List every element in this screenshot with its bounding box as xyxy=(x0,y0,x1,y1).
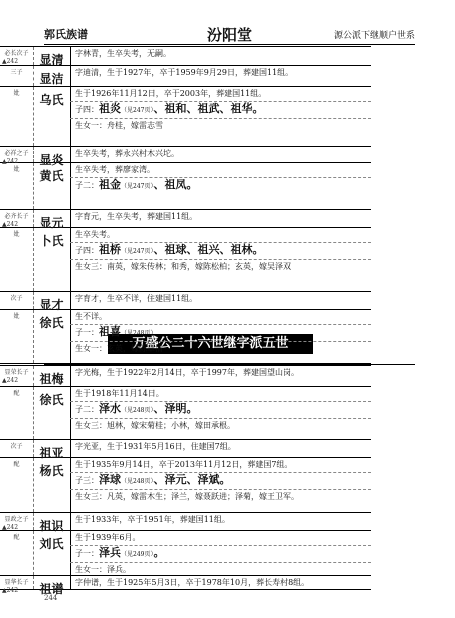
header-center-title: 汾阳堂 xyxy=(206,26,252,44)
detail-line: 字林青，生卒失考，无嗣。 xyxy=(75,49,171,58)
relation-label: 妣 xyxy=(13,313,20,320)
child-name: 祖喜 xyxy=(99,325,121,338)
detail-line: 字光亚，生于1931年5月16日，住建国7组。 xyxy=(75,442,236,451)
relation-label: 显荣长子 xyxy=(4,369,29,376)
page-reference: ▲242 xyxy=(2,221,19,228)
detail-fragment: 子一： xyxy=(75,549,99,558)
relation-label: 配 xyxy=(13,534,20,541)
table-row xyxy=(0,228,371,292)
relation-label: 配 xyxy=(13,461,20,468)
detail-line xyxy=(70,101,371,118)
relation-label: 必齐长子 xyxy=(4,213,29,220)
record-details xyxy=(70,228,371,274)
detail-line: 字育元，生卒失考，葬建国11组。 xyxy=(75,212,198,221)
person-name: 显才 xyxy=(39,298,64,312)
relation-label: 妣 xyxy=(13,90,20,97)
child-name: 泽水 xyxy=(99,402,121,415)
detail-line xyxy=(70,242,371,259)
relation-cell xyxy=(0,366,34,386)
table-row xyxy=(0,292,371,310)
cross-reference: （见247页） xyxy=(121,248,154,255)
record-details xyxy=(70,66,371,80)
record-details xyxy=(70,387,371,433)
relation-cell xyxy=(0,66,34,86)
detail-fragment: 子四： xyxy=(75,105,99,114)
page-reference: ▲242 xyxy=(2,58,19,65)
person-name: 徐氏 xyxy=(39,316,64,330)
table-row xyxy=(0,440,371,458)
page-reference: ▲242 xyxy=(2,377,19,384)
person-name: 祖梅 xyxy=(39,372,64,386)
person-name: 祖亚 xyxy=(39,446,64,460)
person-name: 显元 xyxy=(39,216,64,230)
relation-cell xyxy=(0,87,34,146)
detail-fragment: 子四： xyxy=(75,246,99,255)
person-name: 刘氏 xyxy=(39,537,64,551)
header-right-title: 源公派下继顺户世系 xyxy=(333,31,415,41)
page-reference: ▲242 xyxy=(2,158,19,165)
detail-fragment: 、泽元、泽斌。 xyxy=(153,473,231,486)
child-name: 祖炎 xyxy=(99,102,121,115)
page-reference: ▲242 xyxy=(2,524,19,531)
detail-line: 生不详。 xyxy=(75,312,107,321)
person-name: 黄氏 xyxy=(39,169,64,183)
cross-reference: （见248页） xyxy=(121,330,157,337)
relation-cell xyxy=(0,387,34,439)
relation-label: 显政之子 xyxy=(4,516,29,523)
relation-label: 次子 xyxy=(10,295,23,302)
detail-line: 字仲谱，生于1925年5月3日，卒于1978年10月，葬长寿村8组。 xyxy=(75,578,310,587)
detail-line: 生于1939年6月。 xyxy=(75,533,141,542)
record-details xyxy=(70,292,371,306)
record-details xyxy=(70,531,371,577)
record-details xyxy=(70,87,371,133)
child-name: 泽兵 xyxy=(99,546,121,559)
detail-line xyxy=(70,177,371,194)
page-reference: ▲242 xyxy=(2,587,19,594)
relation-cell xyxy=(0,576,34,594)
table-row xyxy=(0,310,371,364)
record-details xyxy=(70,163,371,194)
cross-reference: （见249页） xyxy=(121,551,154,558)
detail-fragment: 。 xyxy=(153,546,165,559)
record-details xyxy=(70,366,371,380)
detail-line: 生女一：玄英，嫁陈章清 xyxy=(70,341,371,356)
person-name: 显洁 xyxy=(39,72,64,86)
detail-fragment: 、祖和、祖武、祖华。 xyxy=(153,102,264,115)
header-left-title: 郭氏族谱 xyxy=(44,28,88,41)
detail-line: 字光梅，生于1922年2月14日，卒于1997年，葬建国望山岗。 xyxy=(75,368,299,377)
relation-cell xyxy=(0,147,34,165)
person-name: 卜氏 xyxy=(39,234,64,248)
table-row xyxy=(0,163,371,210)
table-row xyxy=(0,46,371,66)
table-row xyxy=(0,66,371,87)
detail-line xyxy=(70,324,371,341)
page-header xyxy=(44,24,415,44)
detail-fragment: 、祖凤。 xyxy=(153,178,198,191)
detail-fragment: 子二： xyxy=(75,405,99,414)
detail-fragment: 子一： xyxy=(75,328,99,337)
child-name: 祖金 xyxy=(99,178,121,191)
relation-label: 妣 xyxy=(13,231,20,238)
record-details xyxy=(70,576,371,590)
detail-line: 生于1935年9月14日，卒于2013年11月12日，葬建国7组。 xyxy=(75,460,293,469)
detail-line: 生于1918年11月14日。 xyxy=(75,389,164,398)
record-details xyxy=(70,513,371,527)
child-name: 泽球 xyxy=(99,473,121,486)
detail-line xyxy=(70,401,371,418)
table-row xyxy=(0,387,371,440)
relation-cell xyxy=(0,458,34,512)
table-row xyxy=(0,531,371,576)
relation-label: 次子 xyxy=(10,443,23,450)
relation-label: 显华长子 xyxy=(4,579,29,586)
relation-label: 必祥之子 xyxy=(4,150,29,157)
table-row xyxy=(0,365,371,387)
table-row xyxy=(0,458,371,513)
relation-cell xyxy=(0,228,34,291)
table-row xyxy=(0,147,371,167)
detail-line: 生女一：泽兵。 xyxy=(70,562,371,577)
relation-label: 配 xyxy=(13,390,20,397)
table-row xyxy=(0,210,371,228)
relation-cell xyxy=(0,531,34,575)
detail-line: 字育才，生卒不详，住建国11组。 xyxy=(75,294,198,303)
person-name: 徐氏 xyxy=(39,393,64,407)
table-row xyxy=(0,87,371,147)
table-row xyxy=(0,576,371,596)
person-name: 杨氏 xyxy=(39,464,64,478)
detail-line: 生卒失考，葬廖家湾。 xyxy=(75,165,155,174)
cross-reference: （见248页） xyxy=(121,407,154,414)
detail-line: 生女三：凡英，嫁雷木生；泽兰，嫁聂跃进；泽菊，嫁王卫军。 xyxy=(70,489,371,504)
child-name: 祖桥 xyxy=(99,243,121,256)
detail-line: 生女一：舟桂，嫁雷志雪 xyxy=(70,118,371,133)
detail-fragment: 、泽明。 xyxy=(153,402,198,415)
detail-line: 字迪清，生于1927年，卒于1959年9月29日，葬建国11组。 xyxy=(75,68,294,77)
relation-cell xyxy=(0,47,34,65)
table-row xyxy=(0,513,371,531)
record-details xyxy=(70,210,371,224)
record-details xyxy=(70,47,371,61)
cross-reference: （见247页） xyxy=(121,183,154,190)
cross-reference: （见248页） xyxy=(121,478,154,485)
detail-line: 生女三：旭林，嫁宋菊桂；小林，嫁田承根。 xyxy=(70,418,371,433)
relation-cell xyxy=(0,210,34,227)
detail-line: 生于1933年，卒于1951年，葬建国11组。 xyxy=(75,515,230,524)
person-name: 乌氏 xyxy=(39,93,64,107)
cross-reference: （见247页） xyxy=(121,107,154,114)
person-name: 显炎 xyxy=(39,153,64,167)
relation-cell xyxy=(0,440,34,457)
person-name: 祖谱 xyxy=(39,582,64,596)
record-details xyxy=(70,147,371,161)
generation-banner: 万盛公二十六世继字派五世 xyxy=(108,334,313,354)
detail-line: 生卒失考。 xyxy=(75,230,115,239)
relation-label: 三子 xyxy=(10,69,23,76)
relation-label: 妣 xyxy=(13,166,20,173)
detail-line xyxy=(70,472,371,489)
record-details xyxy=(70,310,371,356)
detail-line: 生女三：南英，嫁朱传林；和秀，嫁陈松柏；玄英，嫁吴泽双 xyxy=(70,259,371,274)
detail-fragment: 子二： xyxy=(75,181,99,190)
detail-line: 生卒失考，葬永兴村木兴坨。 xyxy=(75,149,179,158)
detail-fragment: 、祖球、祖兴、祖林。 xyxy=(153,243,264,256)
relation-cell xyxy=(0,513,34,530)
relation-label: 必长次子 xyxy=(4,50,29,57)
page-number: 244 xyxy=(44,594,58,602)
person-name: 显清 xyxy=(39,53,64,67)
detail-line xyxy=(70,545,371,562)
relation-cell xyxy=(0,292,34,309)
person-name: 祖识 xyxy=(39,519,64,533)
record-details xyxy=(70,458,371,504)
detail-fragment: 子三： xyxy=(75,476,99,485)
relation-cell xyxy=(0,310,34,363)
relation-cell xyxy=(0,163,34,209)
detail-line: 生于1926年11月12日，卒于2003年，葬建国11组。 xyxy=(75,89,267,98)
header-rule xyxy=(44,44,415,45)
record-details xyxy=(70,440,371,454)
